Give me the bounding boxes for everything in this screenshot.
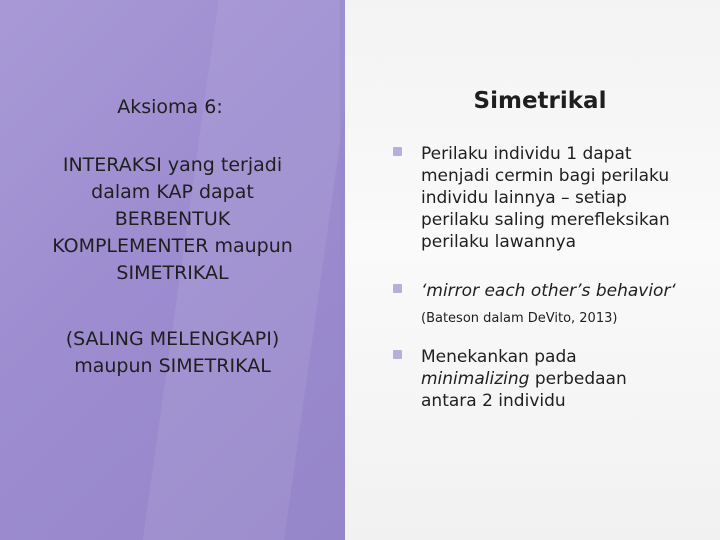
interaction-line: INTERAKSI yang terjadi (62, 154, 283, 176)
bullet-marker-icon (393, 284, 402, 293)
bullet-item (393, 280, 683, 330)
bullet-text: Perilaku individu 1 dapat menjadi cermin bagi perilaku individu lainnya – setiap perilaku saling merefleksikan perilaku lawannya (421, 144, 670, 252)
saling-line: maupun SIMETRIKAL (74, 355, 271, 377)
bullet-marker-icon (393, 147, 402, 156)
bullet-text (421, 346, 683, 412)
bullet-item (393, 143, 683, 253)
saling-line: (SALING MELENGKAPI) (65, 328, 280, 350)
interaction-line: BERBENTUK (114, 208, 231, 230)
interaction-line: KOMPLEMENTER maupun (52, 235, 293, 257)
slide-title: Simetrikal (473, 88, 607, 114)
saling-text (20, 326, 325, 380)
interaction-line: SIMETRIKAL (116, 262, 229, 284)
interaction-line: dalam KAP dapat (91, 181, 254, 203)
interaction-text (20, 152, 325, 287)
bullet-text-pre: Menekankan pada (421, 347, 577, 367)
bullet-quote: ‘mirror each other’s behavior‘ (421, 281, 676, 301)
citation: (Bateson dalam DeVito, 2013) (421, 311, 618, 326)
bullet-text-italic: minimalizing (421, 369, 530, 389)
axiom-title: Aksioma 6: (117, 96, 223, 118)
right-panel (345, 0, 720, 540)
bullet-item (393, 346, 683, 412)
bullet-text-post: perbedaan antara 2 individu (421, 369, 627, 411)
bullet-marker-icon (393, 350, 402, 359)
